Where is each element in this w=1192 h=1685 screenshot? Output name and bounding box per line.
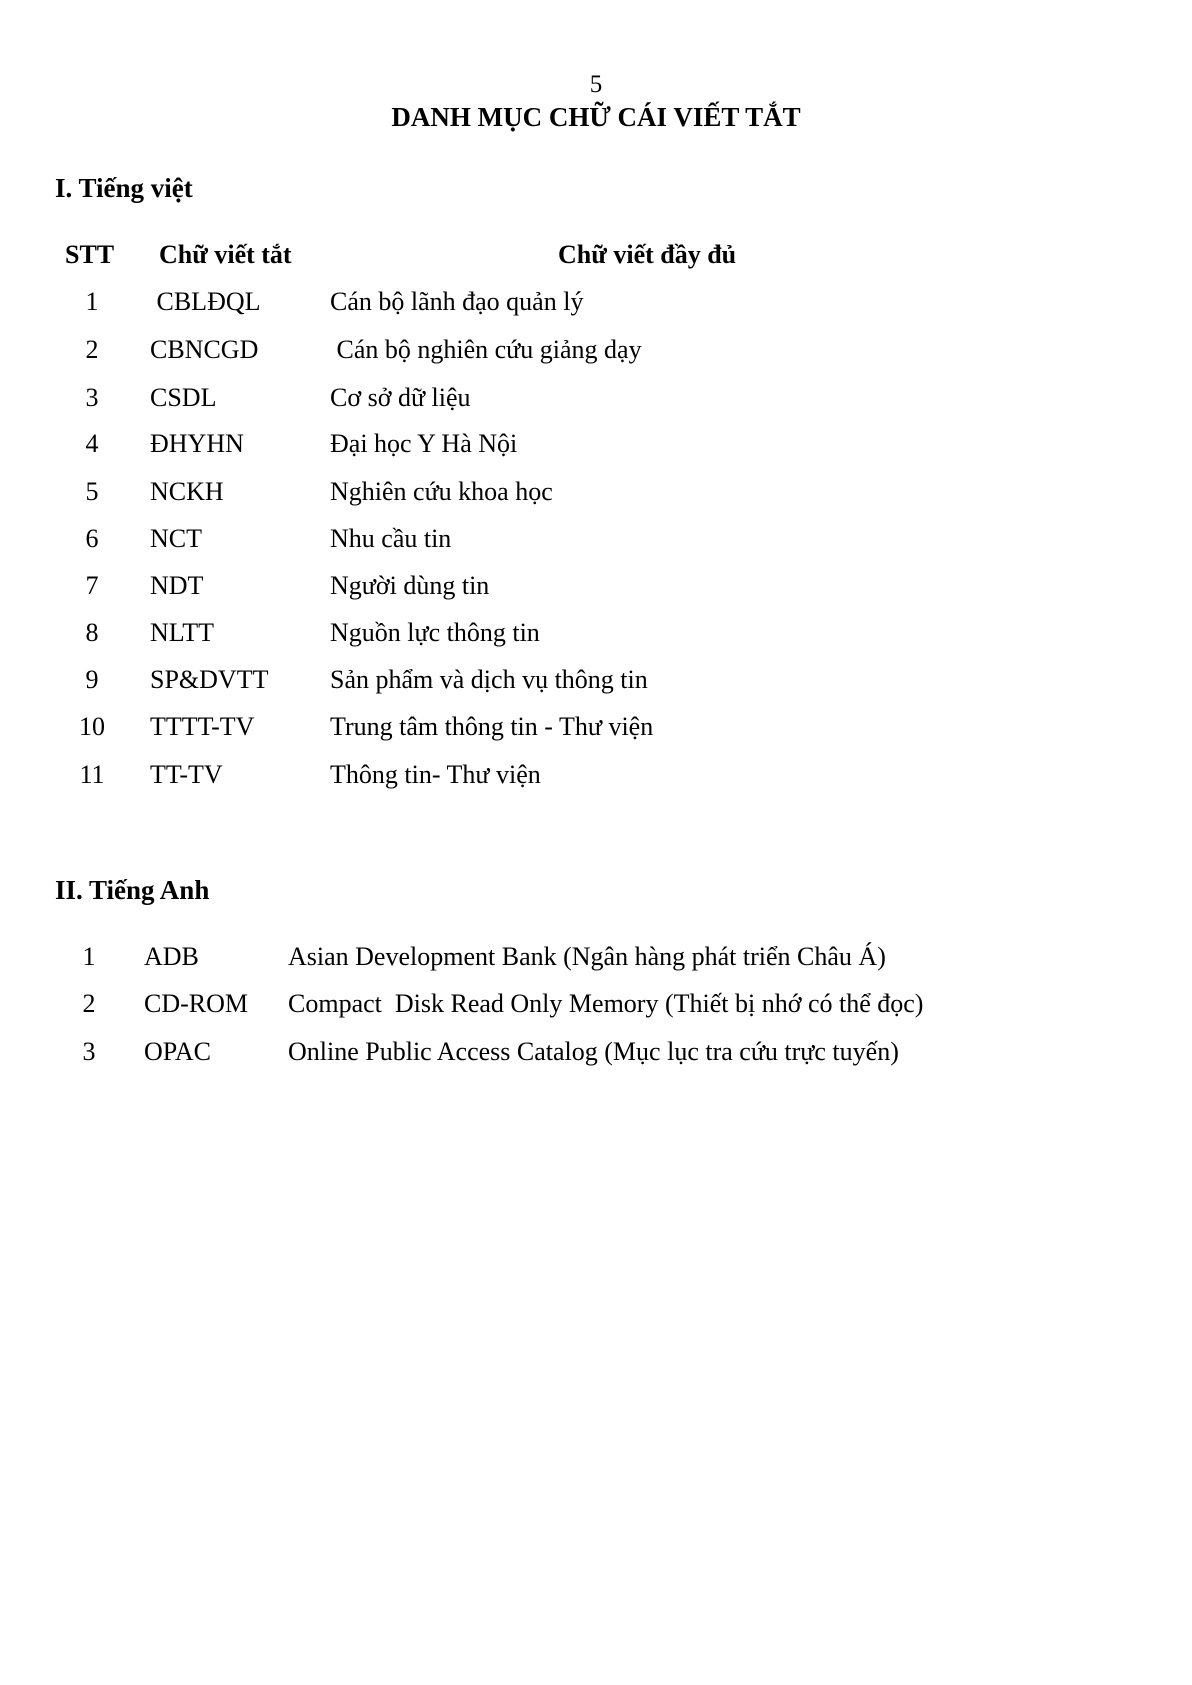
table-row — [0, 940, 1192, 974]
row-number: 3 — [85, 383, 99, 412]
table-row — [0, 427, 1192, 461]
row-abbreviation: TT-TV — [150, 760, 223, 789]
row-abbreviation: CBLĐQL — [150, 287, 261, 316]
row-abbreviation: TTTT-TV — [150, 712, 255, 741]
row-abbreviation: SP&DVTT — [150, 665, 269, 694]
row-number: 3 — [82, 1037, 96, 1066]
row-full-form: Người dùng tin — [330, 571, 490, 600]
row-abbreviation: OPAC — [144, 1037, 211, 1066]
row-number: 7 — [85, 571, 99, 600]
table-row — [0, 987, 1192, 1021]
table-row — [0, 333, 1192, 367]
row-number: 4 — [85, 429, 99, 458]
row-full-form: Nhu cầu tin — [330, 524, 452, 553]
row-abbreviation: CSDL — [150, 383, 217, 412]
column-header-abbreviation: Chữ viết tắt — [159, 240, 292, 269]
row-number: 2 — [82, 989, 96, 1018]
row-abbreviation: ĐHYHN — [150, 429, 244, 458]
table-row — [0, 758, 1192, 792]
row-abbreviation: CBNCGD — [150, 335, 259, 364]
row-abbreviation: NCT — [150, 524, 202, 553]
table-row — [0, 616, 1192, 650]
row-number: 2 — [85, 335, 99, 364]
row-number: 11 — [79, 760, 105, 789]
row-full-form: Cán bộ nghiên cứu giảng dạy — [330, 335, 642, 364]
table-header — [0, 238, 1192, 272]
row-abbreviation: NDT — [150, 571, 204, 600]
row-number: 10 — [79, 712, 105, 741]
row-full-form: Nghiên cứu khoa học — [330, 477, 553, 506]
row-full-form: Trung tâm thông tin - Thư viện — [330, 712, 654, 741]
row-full-form: Thông tin- Thư viện — [330, 760, 541, 789]
row-number: 1 — [82, 942, 96, 971]
row-number: 1 — [85, 287, 99, 316]
row-abbreviation: NCKH — [150, 477, 224, 506]
table-row — [0, 663, 1192, 697]
row-full-form: Nguồn lực thông tin — [330, 618, 540, 647]
row-full-form: Cơ sở dữ liệu — [330, 383, 471, 412]
row-full-form: Asian Development Bank (Ngân hàng phát triển Châu Á) — [288, 942, 886, 971]
table-row — [0, 522, 1192, 556]
row-full-form: Cán bộ lãnh đạo quản lý — [330, 287, 584, 316]
row-abbreviation: NLTT — [150, 618, 215, 647]
table-row — [0, 381, 1192, 415]
table-row — [0, 1035, 1192, 1069]
row-abbreviation: ADB — [144, 942, 199, 971]
section-heading-vietnamese: I. Tiếng việt — [55, 173, 193, 203]
row-full-form: Đại học Y Hà Nội — [330, 429, 518, 458]
row-number: 6 — [85, 524, 99, 553]
table-row — [0, 285, 1192, 319]
table-row — [0, 710, 1192, 744]
row-full-form: Online Public Access Catalog (Mục lục tra cứu trực tuyến) — [288, 1037, 899, 1066]
row-abbreviation: CD-ROM — [144, 989, 249, 1018]
page-number: 5 — [589, 71, 603, 98]
column-header-stt: STT — [65, 240, 115, 269]
row-number: 5 — [85, 477, 99, 506]
row-number: 9 — [85, 665, 99, 694]
page-title: DANH MỤC CHỮ CÁI VIẾT TẮT — [391, 102, 801, 132]
table-row — [0, 475, 1192, 509]
row-number: 8 — [85, 618, 99, 647]
row-full-form: Compact Disk Read Only Memory (Thiết bị nhớ có thể đọc) — [288, 989, 924, 1018]
row-full-form: Sản phẩm và dịch vụ thông tin — [330, 665, 648, 694]
column-header-full-form: Chữ viết đầy đủ — [558, 240, 737, 269]
section-heading-english: II. Tiếng Anh — [55, 875, 210, 905]
table-row — [0, 569, 1192, 603]
